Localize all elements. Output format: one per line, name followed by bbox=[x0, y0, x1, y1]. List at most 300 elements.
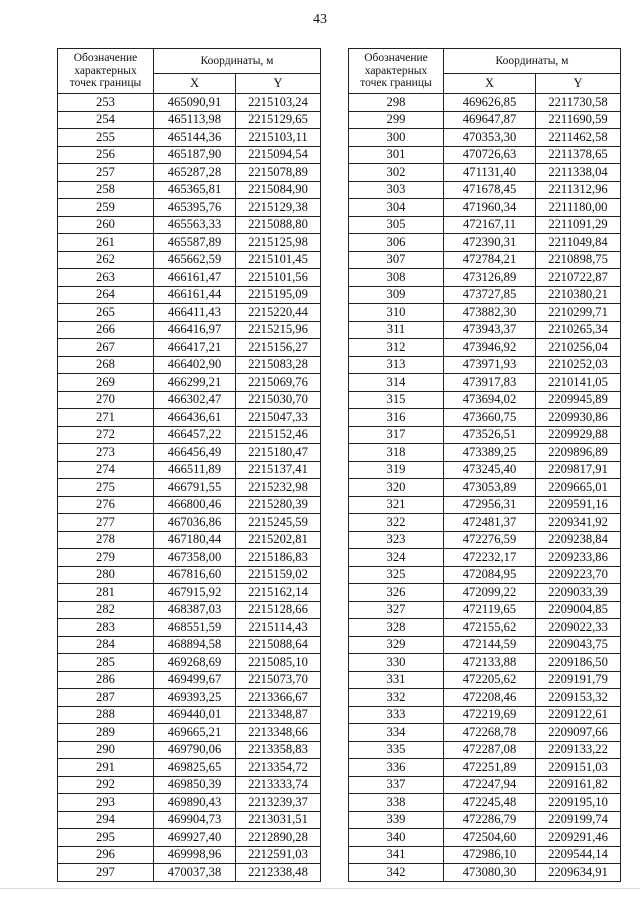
point-number: 334 bbox=[349, 724, 444, 742]
table-row bbox=[349, 391, 621, 409]
point-number: 306 bbox=[349, 234, 444, 252]
coordinate-x: 472956,31 bbox=[444, 496, 536, 514]
point-number: 264 bbox=[58, 286, 154, 304]
table-row bbox=[349, 549, 621, 567]
point-number: 290 bbox=[58, 741, 154, 759]
coordinate-x: 465287,28 bbox=[154, 164, 236, 182]
coordinate-x: 467036,86 bbox=[154, 514, 236, 532]
table-row bbox=[349, 269, 621, 287]
point-number: 297 bbox=[58, 864, 154, 882]
table-row bbox=[349, 689, 621, 707]
table-body-left bbox=[58, 94, 321, 882]
point-number: 317 bbox=[349, 426, 444, 444]
table-row bbox=[58, 514, 321, 532]
coordinate-y: 2215085,10 bbox=[236, 654, 321, 672]
coordinate-y: 2210252,03 bbox=[536, 356, 621, 374]
point-number: 282 bbox=[58, 601, 154, 619]
table-row bbox=[349, 251, 621, 269]
coordinate-x: 465395,76 bbox=[154, 199, 236, 217]
coordinate-y: 2209133,22 bbox=[536, 741, 621, 759]
table-row bbox=[349, 479, 621, 497]
point-number: 332 bbox=[349, 689, 444, 707]
coordinate-y: 2215245,59 bbox=[236, 514, 321, 532]
coordinate-y: 2215088,80 bbox=[236, 216, 321, 234]
coordinate-x: 473971,93 bbox=[444, 356, 536, 374]
table-row bbox=[58, 584, 321, 602]
coordinate-x: 470353,30 bbox=[444, 129, 536, 147]
coordinate-y: 2215101,45 bbox=[236, 251, 321, 269]
coordinate-y: 2215047,33 bbox=[236, 409, 321, 427]
point-number: 303 bbox=[349, 181, 444, 199]
coordinate-y: 2209817,91 bbox=[536, 461, 621, 479]
table-row bbox=[349, 496, 621, 514]
coordinate-y: 2213031,51 bbox=[236, 811, 321, 829]
point-number: 326 bbox=[349, 584, 444, 602]
coordinate-x: 472481,37 bbox=[444, 514, 536, 532]
table-row bbox=[58, 216, 321, 234]
coordinate-y: 2212338,48 bbox=[236, 864, 321, 882]
coordinate-y: 2209665,01 bbox=[536, 479, 621, 497]
coordinate-y: 2210722,87 bbox=[536, 269, 621, 287]
coordinate-x: 472287,08 bbox=[444, 741, 536, 759]
table-row bbox=[349, 444, 621, 462]
coordinate-x: 470037,38 bbox=[154, 864, 236, 882]
point-number: 315 bbox=[349, 391, 444, 409]
point-number: 310 bbox=[349, 304, 444, 322]
coordinate-x: 465144,36 bbox=[154, 129, 236, 147]
coordinate-x: 465090,91 bbox=[154, 94, 236, 112]
point-number: 260 bbox=[58, 216, 154, 234]
table-row bbox=[58, 549, 321, 567]
point-number: 274 bbox=[58, 461, 154, 479]
point-number: 255 bbox=[58, 129, 154, 147]
table-row bbox=[58, 146, 321, 164]
coordinate-x: 466791,55 bbox=[154, 479, 236, 497]
coordinate-y: 2215103,11 bbox=[236, 129, 321, 147]
table-row bbox=[58, 619, 321, 637]
point-number: 292 bbox=[58, 776, 154, 794]
coordinate-x: 469825,65 bbox=[154, 759, 236, 777]
point-number: 268 bbox=[58, 356, 154, 374]
point-number: 257 bbox=[58, 164, 154, 182]
coordinate-y: 2213239,37 bbox=[236, 794, 321, 812]
table-row bbox=[58, 706, 321, 724]
coordinate-x: 472099,22 bbox=[444, 584, 536, 602]
table-row bbox=[58, 829, 321, 847]
coordinate-y: 2215128,66 bbox=[236, 601, 321, 619]
coordinate-y: 2210898,75 bbox=[536, 251, 621, 269]
point-number: 279 bbox=[58, 549, 154, 567]
coordinate-x: 472986,10 bbox=[444, 846, 536, 864]
table-row bbox=[58, 269, 321, 287]
coordinate-x: 469790,06 bbox=[154, 741, 236, 759]
coordinate-x: 472268,78 bbox=[444, 724, 536, 742]
point-number: 281 bbox=[58, 584, 154, 602]
coordinate-y: 2215195,09 bbox=[236, 286, 321, 304]
coordinate-x: 473245,40 bbox=[444, 461, 536, 479]
point-number: 325 bbox=[349, 566, 444, 584]
point-number: 254 bbox=[58, 111, 154, 129]
coordinate-x: 472208,46 bbox=[444, 689, 536, 707]
table-row bbox=[349, 846, 621, 864]
point-number: 266 bbox=[58, 321, 154, 339]
coordinate-y: 2215094,54 bbox=[236, 146, 321, 164]
coordinate-x: 469440,01 bbox=[154, 706, 236, 724]
coordinate-x: 473389,25 bbox=[444, 444, 536, 462]
point-number: 316 bbox=[349, 409, 444, 427]
point-number: 320 bbox=[349, 479, 444, 497]
point-number: 263 bbox=[58, 269, 154, 287]
coordinate-y: 2215125,98 bbox=[236, 234, 321, 252]
point-number: 299 bbox=[349, 111, 444, 129]
table-row bbox=[349, 864, 621, 882]
table-row bbox=[349, 829, 621, 847]
table-row bbox=[58, 846, 321, 864]
coordinate-y: 2210256,04 bbox=[536, 339, 621, 357]
coordinate-x: 473660,75 bbox=[444, 409, 536, 427]
coordinate-x: 471960,34 bbox=[444, 199, 536, 217]
coordinate-x: 469268,69 bbox=[154, 654, 236, 672]
point-number: 258 bbox=[58, 181, 154, 199]
table-row bbox=[349, 514, 621, 532]
point-number: 302 bbox=[349, 164, 444, 182]
coordinate-y: 2209186,50 bbox=[536, 654, 621, 672]
point-number: 311 bbox=[349, 321, 444, 339]
coordinate-y: 2215030,70 bbox=[236, 391, 321, 409]
point-number: 337 bbox=[349, 776, 444, 794]
coordinate-y: 2215114,43 bbox=[236, 619, 321, 637]
coordinate-x: 472144,59 bbox=[444, 636, 536, 654]
point-number: 304 bbox=[349, 199, 444, 217]
coordinate-y: 2210141,05 bbox=[536, 374, 621, 392]
table-row bbox=[349, 374, 621, 392]
table-row bbox=[58, 356, 321, 374]
point-number: 278 bbox=[58, 531, 154, 549]
coordinate-y: 2213354,72 bbox=[236, 759, 321, 777]
table-row bbox=[349, 286, 621, 304]
coordinate-x: 467180,44 bbox=[154, 531, 236, 549]
coordinate-x: 473946,92 bbox=[444, 339, 536, 357]
table-row bbox=[349, 356, 621, 374]
coordinate-y: 2210380,21 bbox=[536, 286, 621, 304]
point-number: 313 bbox=[349, 356, 444, 374]
coordinate-y: 2212890,28 bbox=[236, 829, 321, 847]
coordinate-x: 472247,94 bbox=[444, 776, 536, 794]
table-row bbox=[349, 741, 621, 759]
coordinate-y: 2210265,34 bbox=[536, 321, 621, 339]
coordinate-x: 466511,89 bbox=[154, 461, 236, 479]
point-number: 259 bbox=[58, 199, 154, 217]
coordinate-y: 2215280,39 bbox=[236, 496, 321, 514]
coordinate-x: 466456,49 bbox=[154, 444, 236, 462]
page-number: 43 bbox=[313, 12, 327, 27]
coordinate-x: 472276,59 bbox=[444, 531, 536, 549]
table-row bbox=[58, 339, 321, 357]
coordinate-x: 467915,92 bbox=[154, 584, 236, 602]
header-coordinates: Координаты, м bbox=[444, 49, 621, 74]
coordinate-x: 466416,97 bbox=[154, 321, 236, 339]
coordinate-y: 2209033,39 bbox=[536, 584, 621, 602]
coordinate-y: 2215137,41 bbox=[236, 461, 321, 479]
point-number: 276 bbox=[58, 496, 154, 514]
coordinate-x: 469626,85 bbox=[444, 94, 536, 112]
point-number: 267 bbox=[58, 339, 154, 357]
coordinate-x: 467816,60 bbox=[154, 566, 236, 584]
header-x: X bbox=[154, 74, 236, 94]
table-row bbox=[58, 304, 321, 322]
coordinate-x: 465662,59 bbox=[154, 251, 236, 269]
table-row bbox=[58, 391, 321, 409]
coordinate-y: 2209591,16 bbox=[536, 496, 621, 514]
coordinate-x: 472286,79 bbox=[444, 811, 536, 829]
point-number: 295 bbox=[58, 829, 154, 847]
coordinate-y: 2211049,84 bbox=[536, 234, 621, 252]
table-row bbox=[58, 94, 321, 112]
coordinate-y: 2209161,82 bbox=[536, 776, 621, 794]
table-row bbox=[58, 251, 321, 269]
coordinate-y: 2209945,89 bbox=[536, 391, 621, 409]
table-row bbox=[58, 111, 321, 129]
coordinate-x: 466457,22 bbox=[154, 426, 236, 444]
coordinate-y: 2211378,65 bbox=[536, 146, 621, 164]
coordinate-y: 2215129,38 bbox=[236, 199, 321, 217]
table-row bbox=[349, 321, 621, 339]
point-number: 323 bbox=[349, 531, 444, 549]
coordinate-y: 2209223,70 bbox=[536, 566, 621, 584]
coordinate-x: 466411,43 bbox=[154, 304, 236, 322]
coordinate-x: 466161,44 bbox=[154, 286, 236, 304]
table-row bbox=[58, 181, 321, 199]
point-number: 261 bbox=[58, 234, 154, 252]
table-row bbox=[58, 601, 321, 619]
point-number: 329 bbox=[349, 636, 444, 654]
table-row bbox=[58, 776, 321, 794]
coordinate-x: 472390,31 bbox=[444, 234, 536, 252]
point-number: 284 bbox=[58, 636, 154, 654]
point-number: 289 bbox=[58, 724, 154, 742]
coordinate-y: 2211730,58 bbox=[536, 94, 621, 112]
coordinate-y: 2213348,66 bbox=[236, 724, 321, 742]
coordinate-x: 472084,95 bbox=[444, 566, 536, 584]
table-row bbox=[349, 531, 621, 549]
table-row bbox=[58, 811, 321, 829]
coordinate-x: 470726,63 bbox=[444, 146, 536, 164]
table-row bbox=[349, 146, 621, 164]
coordinate-y: 2215103,24 bbox=[236, 94, 321, 112]
coordinate-y: 2209896,89 bbox=[536, 444, 621, 462]
coordinate-y: 2209195,10 bbox=[536, 794, 621, 812]
coordinate-x: 472784,21 bbox=[444, 251, 536, 269]
point-number: 296 bbox=[58, 846, 154, 864]
table-row bbox=[349, 636, 621, 654]
point-number: 287 bbox=[58, 689, 154, 707]
coordinate-x: 472504,60 bbox=[444, 829, 536, 847]
coordinate-y: 2212591,03 bbox=[236, 846, 321, 864]
coordinate-x: 466436,61 bbox=[154, 409, 236, 427]
point-number: 272 bbox=[58, 426, 154, 444]
coordinate-y: 2209341,92 bbox=[536, 514, 621, 532]
table-row bbox=[58, 724, 321, 742]
coordinate-y: 2211091,29 bbox=[536, 216, 621, 234]
point-number: 305 bbox=[349, 216, 444, 234]
point-number: 309 bbox=[349, 286, 444, 304]
point-number: 298 bbox=[349, 94, 444, 112]
coordinate-y: 2210299,71 bbox=[536, 304, 621, 322]
coordinate-x: 465365,81 bbox=[154, 181, 236, 199]
table-row bbox=[349, 216, 621, 234]
point-number: 327 bbox=[349, 601, 444, 619]
table-row bbox=[349, 129, 621, 147]
point-number: 286 bbox=[58, 671, 154, 689]
page-bottom-edge bbox=[0, 888, 640, 889]
coordinate-x: 466302,47 bbox=[154, 391, 236, 409]
point-number: 273 bbox=[58, 444, 154, 462]
table-row bbox=[349, 724, 621, 742]
point-number: 285 bbox=[58, 654, 154, 672]
point-number: 318 bbox=[349, 444, 444, 462]
coordinate-x: 466299,21 bbox=[154, 374, 236, 392]
coordinate-y: 2209199,74 bbox=[536, 811, 621, 829]
coordinate-y: 2209153,32 bbox=[536, 689, 621, 707]
table-body-right bbox=[349, 94, 621, 882]
coordinate-y: 2215088,64 bbox=[236, 636, 321, 654]
coordinate-x: 469890,43 bbox=[154, 794, 236, 812]
point-number: 253 bbox=[58, 94, 154, 112]
table-row bbox=[58, 409, 321, 427]
coordinate-y: 2215129,65 bbox=[236, 111, 321, 129]
table-row bbox=[58, 286, 321, 304]
coordinate-y: 2215162,14 bbox=[236, 584, 321, 602]
point-number: 322 bbox=[349, 514, 444, 532]
coordinate-y: 2209634,91 bbox=[536, 864, 621, 882]
table-row bbox=[349, 409, 621, 427]
table-row bbox=[349, 601, 621, 619]
coordinate-x: 469998,96 bbox=[154, 846, 236, 864]
coordinate-x: 466800,46 bbox=[154, 496, 236, 514]
point-number: 336 bbox=[349, 759, 444, 777]
header-x: X bbox=[444, 74, 536, 94]
point-number: 321 bbox=[349, 496, 444, 514]
coordinate-y: 2215215,96 bbox=[236, 321, 321, 339]
point-number: 308 bbox=[349, 269, 444, 287]
coordinate-x: 465187,90 bbox=[154, 146, 236, 164]
coordinate-x: 468387,03 bbox=[154, 601, 236, 619]
coordinate-x: 468894,58 bbox=[154, 636, 236, 654]
table-row bbox=[349, 339, 621, 357]
coordinate-y: 2211180,00 bbox=[536, 199, 621, 217]
coordinate-x: 473694,02 bbox=[444, 391, 536, 409]
table-row bbox=[349, 706, 621, 724]
coordinate-x: 472133,88 bbox=[444, 654, 536, 672]
table-row bbox=[58, 426, 321, 444]
point-number: 328 bbox=[349, 619, 444, 637]
point-number: 301 bbox=[349, 146, 444, 164]
point-number: 338 bbox=[349, 794, 444, 812]
table-row bbox=[58, 444, 321, 462]
point-number: 319 bbox=[349, 461, 444, 479]
table-row bbox=[58, 321, 321, 339]
coordinate-x: 472251,89 bbox=[444, 759, 536, 777]
coordinate-x: 472155,62 bbox=[444, 619, 536, 637]
coordinate-y: 2213366,67 bbox=[236, 689, 321, 707]
coordinate-y: 2209151,03 bbox=[536, 759, 621, 777]
point-number: 339 bbox=[349, 811, 444, 829]
header-designation: Обозначение характерных точек границы bbox=[349, 49, 444, 94]
table-row bbox=[349, 164, 621, 182]
table-row bbox=[58, 654, 321, 672]
table-row bbox=[58, 531, 321, 549]
point-number: 324 bbox=[349, 549, 444, 567]
table-row bbox=[58, 671, 321, 689]
coordinate-x: 469647,87 bbox=[444, 111, 536, 129]
coordinate-x: 472167,11 bbox=[444, 216, 536, 234]
coordinate-x: 465587,89 bbox=[154, 234, 236, 252]
coordinate-y: 2209191,79 bbox=[536, 671, 621, 689]
table-row bbox=[349, 426, 621, 444]
coordinate-x: 473526,51 bbox=[444, 426, 536, 444]
table-row bbox=[349, 199, 621, 217]
table-row bbox=[58, 199, 321, 217]
coordinate-y: 2215220,44 bbox=[236, 304, 321, 322]
table-row bbox=[349, 671, 621, 689]
coordinate-x: 472232,17 bbox=[444, 549, 536, 567]
point-number: 283 bbox=[58, 619, 154, 637]
coordinate-x: 473126,89 bbox=[444, 269, 536, 287]
coordinate-y: 2209238,84 bbox=[536, 531, 621, 549]
point-number: 288 bbox=[58, 706, 154, 724]
point-number: 291 bbox=[58, 759, 154, 777]
table-row bbox=[58, 374, 321, 392]
coordinate-y: 2209122,61 bbox=[536, 706, 621, 724]
coordinate-x: 472245,48 bbox=[444, 794, 536, 812]
header-y: Y bbox=[536, 74, 621, 94]
coordinate-y: 2209043,75 bbox=[536, 636, 621, 654]
point-number: 262 bbox=[58, 251, 154, 269]
coordinate-y: 2211462,58 bbox=[536, 129, 621, 147]
point-number: 333 bbox=[349, 706, 444, 724]
table-row bbox=[58, 741, 321, 759]
coordinate-x: 471131,40 bbox=[444, 164, 536, 182]
table-row bbox=[349, 759, 621, 777]
coordinate-x: 465563,33 bbox=[154, 216, 236, 234]
coordinate-y: 2213358,83 bbox=[236, 741, 321, 759]
coordinate-x: 466417,21 bbox=[154, 339, 236, 357]
header-y: Y bbox=[236, 74, 321, 94]
coordinate-y: 2215186,83 bbox=[236, 549, 321, 567]
coordinate-x: 467358,00 bbox=[154, 549, 236, 567]
header-coordinates: Координаты, м bbox=[154, 49, 321, 74]
coordinate-y: 2215180,47 bbox=[236, 444, 321, 462]
table-row bbox=[58, 461, 321, 479]
coordinate-y: 2213348,87 bbox=[236, 706, 321, 724]
point-number: 256 bbox=[58, 146, 154, 164]
point-number: 265 bbox=[58, 304, 154, 322]
coordinate-y: 2215202,81 bbox=[236, 531, 321, 549]
coordinate-y: 2215159,02 bbox=[236, 566, 321, 584]
header-designation: Обозначение характерных точек границы bbox=[58, 49, 154, 94]
coordinate-y: 2209233,86 bbox=[536, 549, 621, 567]
coordinate-y: 2209544,14 bbox=[536, 846, 621, 864]
coordinate-x: 473053,89 bbox=[444, 479, 536, 497]
point-number: 270 bbox=[58, 391, 154, 409]
point-number: 341 bbox=[349, 846, 444, 864]
table-row bbox=[349, 111, 621, 129]
coordinate-y: 2209004,85 bbox=[536, 601, 621, 619]
coordinate-x: 473882,30 bbox=[444, 304, 536, 322]
coordinate-y: 2215084,90 bbox=[236, 181, 321, 199]
coordinate-x: 469499,67 bbox=[154, 671, 236, 689]
point-number: 277 bbox=[58, 514, 154, 532]
